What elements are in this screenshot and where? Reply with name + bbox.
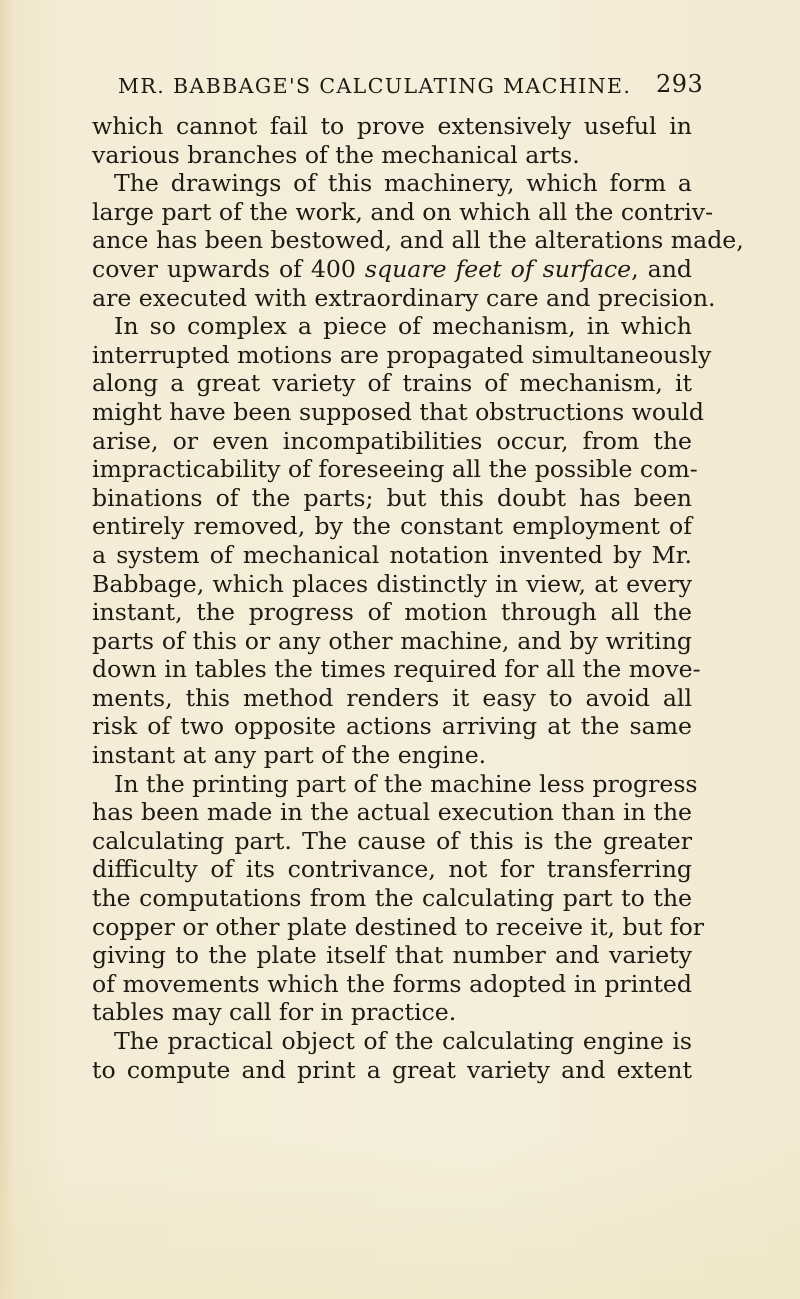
paper-stain [0, 1140, 800, 1299]
text-line: parts of this or any other machine, and by writing [92, 626, 692, 655]
text-line: large part of the work, and on which all the contriv- [92, 197, 714, 226]
text-line: difficulty of its contrivance, not for transferring [92, 855, 692, 884]
italic-phrase: square feet of surface [364, 254, 632, 283]
paragraph-start-line: In so complex a piece of mechanism, in which [114, 312, 692, 341]
text-line: might have been supposed that obstructions would [92, 397, 704, 426]
paragraph-start-line: The practical object of the calculating engine is [114, 1027, 692, 1055]
text-line: impracticability of foreseeing all the possible com- [92, 455, 698, 484]
text-line: interrupted motions are propagated simultaneously [92, 340, 712, 369]
text-line: giving to the plate itself that number and variety [92, 941, 692, 970]
text-line: the computations from the calculating part to the [92, 884, 692, 913]
text-line: Babbage, which places distinctly in view, at every [92, 569, 692, 598]
text-line: binations of the parts; but this doubt has been [92, 483, 692, 512]
text-line: copper or other plate destined to receive it, but for [92, 912, 705, 941]
text-line: various branches of the mechanical arts. [92, 140, 580, 169]
text-line: tables may call for in practice. [92, 998, 457, 1027]
body-text [92, 112, 744, 1084]
text-line: arise, or even incompatibilities occur, from the [92, 426, 692, 455]
text-line: entirely removed, by the constant employment of [92, 512, 692, 541]
text-line: a system of mechanical notation invented by Mr. [92, 540, 692, 569]
text-line: instant, the progress of motion through all the [92, 598, 692, 627]
page-gutter-shadow [0, 0, 14, 1299]
text-line: of movements which the forms adopted in printed [92, 969, 692, 998]
text-line: ance has been bestowed, and all the alterations made, [92, 226, 744, 255]
text-line: has been made in the actual execution than in the [92, 798, 692, 827]
text-line: calculating part. The cause of this is the greater [92, 826, 692, 855]
page-number: 293 [656, 70, 704, 98]
text-line [92, 255, 692, 284]
text-line: along a great variety of trains of mechanism, it [92, 369, 692, 398]
text-line: down in tables the times required for all the move- [92, 655, 701, 684]
text-segment: cover upwards of 400 [92, 254, 365, 283]
text-line: which cannot fail to prove extensively useful in [92, 112, 692, 140]
text-segment: , and [631, 254, 692, 283]
running-head [118, 70, 718, 106]
text-line: are executed with extraordinary care and precision. [92, 283, 716, 312]
text-line: to compute and print a great variety and extent [92, 1055, 692, 1084]
text-line: ments, this method renders it easy to avoid all [92, 683, 692, 712]
running-title: MR. BABBAGE'S CALCULATING MACHINE. [118, 74, 632, 98]
paragraph-start-line: In the printing part of the machine less progress [114, 769, 698, 798]
paragraph-start-line: The drawings of this machinery, which form a [114, 169, 692, 198]
text-line: risk of two opposite actions arriving at the same [92, 712, 692, 741]
text-line: instant at any part of the engine. [92, 741, 487, 770]
